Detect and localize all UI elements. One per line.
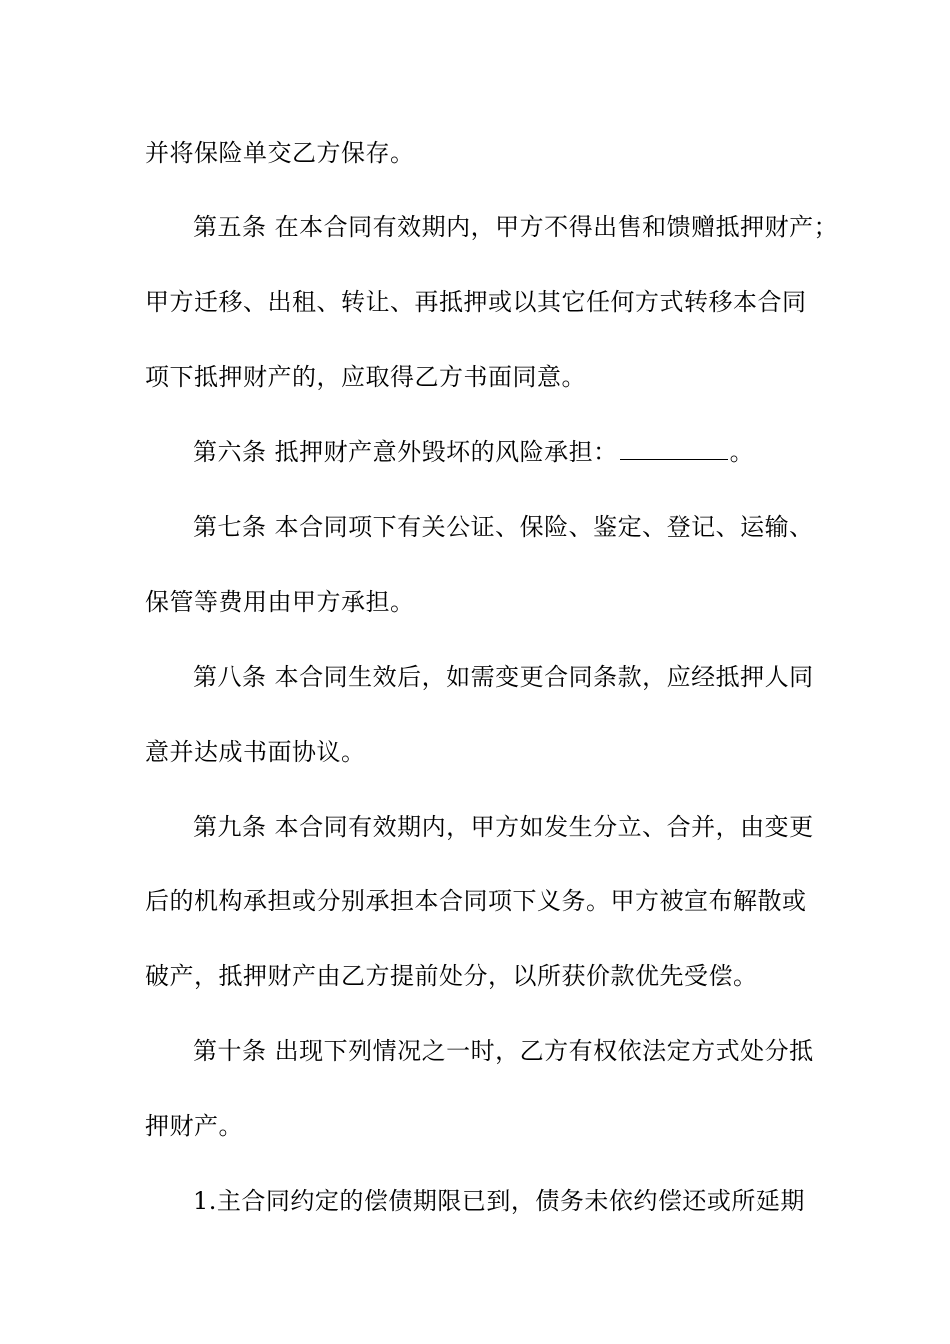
paragraph-line: 项下抵押财产的，应取得乙方书面同意。 <box>145 363 586 391</box>
paragraph-line: 甲方迁移、出租、转让、再抵押或以其它任何方式转移本合同 <box>145 288 807 316</box>
paragraph-line: 保管等费用由甲方承担。 <box>145 588 415 616</box>
list-item-1: 1.主合同约定的偿债期限已到，债务未依约偿还或所延期 <box>193 1187 805 1215</box>
article-6-line <box>193 436 873 468</box>
fill-in-blank[interactable] <box>620 439 728 460</box>
article-6-period: 。 <box>729 438 755 466</box>
article-6-text: 第六条 抵押财产意外毁坏的风险承担： <box>193 438 618 466</box>
paragraph-line: 押财产。 <box>145 1112 243 1140</box>
paragraph-line: 破产，抵押财产由乙方提前处分，以所获价款优先受偿。 <box>145 962 758 990</box>
article-7-line: 第七条 本合同项下有关公证、保险、鉴定、登记、运输、 <box>193 513 814 541</box>
article-8-line: 第八条 本合同生效后，如需变更合同条款，应经抵押人同 <box>193 663 814 691</box>
article-5-line: 第五条 在本合同有效期内，甲方不得出售和馈赠抵押财产； <box>193 213 839 241</box>
article-10-line: 第十条 出现下列情况之一时，乙方有权依法定方式处分抵 <box>193 1037 814 1065</box>
paragraph-line: 后的机构承担或分别承担本合同项下义务。甲方被宣布解散或 <box>145 887 807 915</box>
paragraph-line: 意并达成书面协议。 <box>145 738 366 766</box>
paragraph-line: 并将保险单交乙方保存。 <box>145 139 415 167</box>
article-9-line: 第九条 本合同有效期内，甲方如发生分立、合并，由变更 <box>193 813 814 841</box>
